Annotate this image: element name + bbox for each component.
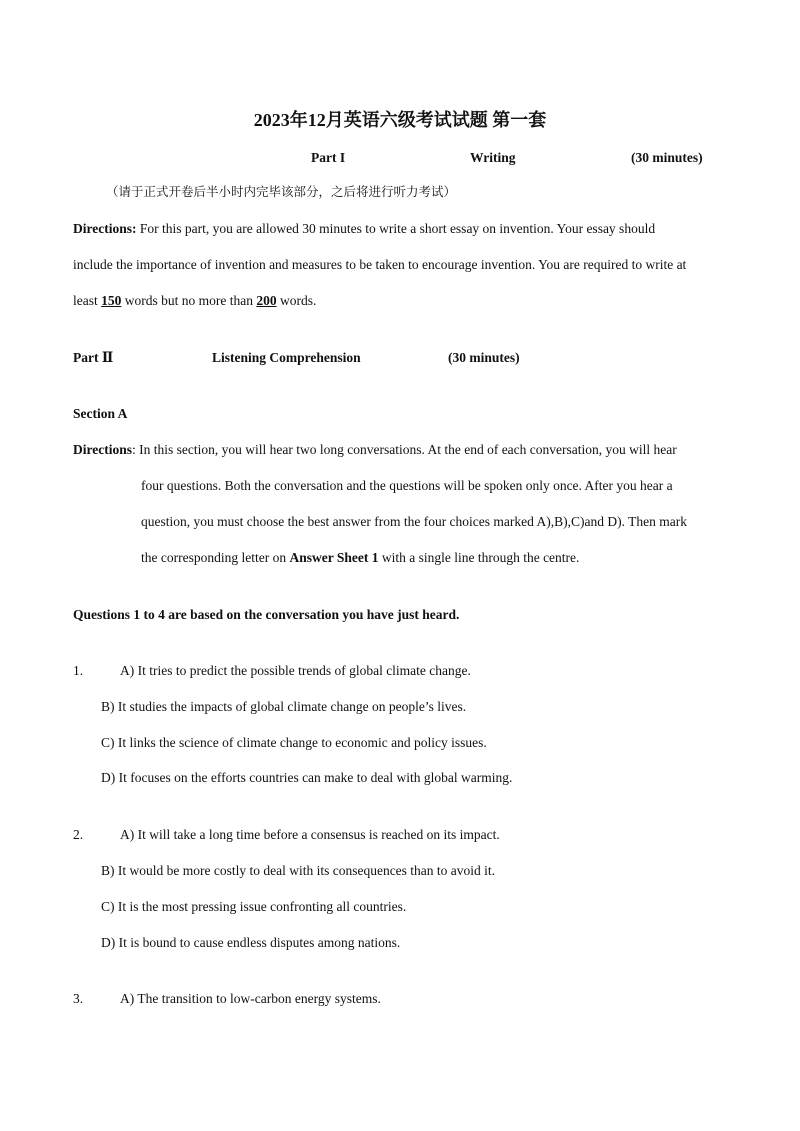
part2-time: (30 minutes) bbox=[448, 350, 520, 365]
option-a: A) It tries to predict the possible trends of global climate change. bbox=[120, 663, 471, 678]
part2-directions-line2: four questions. Both the conversation and the questions will be spoken only once. After you hear a bbox=[141, 478, 673, 493]
question-number: 2. bbox=[73, 827, 84, 842]
part1-note: （请于正式开卷后半小时内完毕该部分，之后将进行听力考试） bbox=[106, 184, 457, 199]
directions-text: words but no more than bbox=[121, 293, 257, 308]
question-number: 3. bbox=[73, 991, 84, 1006]
directions-text: with a single line through the centre. bbox=[378, 550, 580, 565]
directions-text: least bbox=[73, 293, 102, 308]
part1-name: Writing bbox=[470, 150, 516, 165]
directions-text: For this part, you are allowed 30 minutes to write a short essay on invention. Your essay should bbox=[136, 221, 656, 236]
directions-label: Directions: bbox=[73, 221, 137, 236]
part2-directions-line3: question, you must choose the best answer from the four choices marked A),B),C)and D). Then mark bbox=[141, 514, 687, 529]
part1-directions-line2: include the importance of invention and measures to be taken to encourage invention. You are required to write at bbox=[73, 257, 687, 272]
directions-text: the corresponding letter on bbox=[141, 550, 290, 565]
part2-name: Listening Comprehension bbox=[212, 350, 361, 365]
part2-label: Part Ⅱ bbox=[73, 350, 114, 365]
directions-label: Directions bbox=[73, 442, 132, 457]
min-words: 150 bbox=[101, 293, 122, 308]
part2-directions-line4 bbox=[141, 550, 579, 566]
part1-time: (30 minutes) bbox=[631, 150, 703, 165]
option-d: D) It focuses on the efforts countries can make to deal with global warming. bbox=[101, 770, 513, 785]
section-a-heading: Section A bbox=[73, 406, 128, 421]
part1-directions-line1 bbox=[73, 221, 655, 237]
option-b: B) It would be more costly to deal with its consequences than to avoid it. bbox=[101, 863, 496, 878]
question-number: 1. bbox=[73, 663, 84, 678]
max-words: 200 bbox=[256, 293, 277, 308]
option-a: A) The transition to low-carbon energy systems. bbox=[120, 991, 381, 1006]
option-b: B) It studies the impacts of global climate change on people’s lives. bbox=[101, 699, 467, 714]
option-a: A) It will take a long time before a consensus is reached on its impact. bbox=[120, 827, 500, 842]
page-title: 2023年12月英语六级考试试题 第一套 bbox=[253, 110, 547, 130]
directions-text: words. bbox=[276, 293, 317, 308]
option-d: D) It is bound to cause endless disputes among nations. bbox=[101, 935, 401, 950]
part2-directions-line1 bbox=[73, 442, 677, 458]
option-c: C) It is the most pressing issue confronting all countries. bbox=[101, 899, 407, 914]
questions-header: Questions 1 to 4 are based on the conversation you have just heard. bbox=[73, 607, 460, 622]
part1-label: Part I bbox=[311, 150, 346, 165]
directions-text: : In this section, you will hear two long conversations. At the end of each conversation, you will hear bbox=[132, 442, 677, 457]
option-c: C) It links the science of climate change to economic and policy issues. bbox=[101, 735, 487, 750]
part1-directions-line3 bbox=[73, 293, 316, 309]
answer-sheet-label: Answer Sheet 1 bbox=[289, 550, 379, 565]
